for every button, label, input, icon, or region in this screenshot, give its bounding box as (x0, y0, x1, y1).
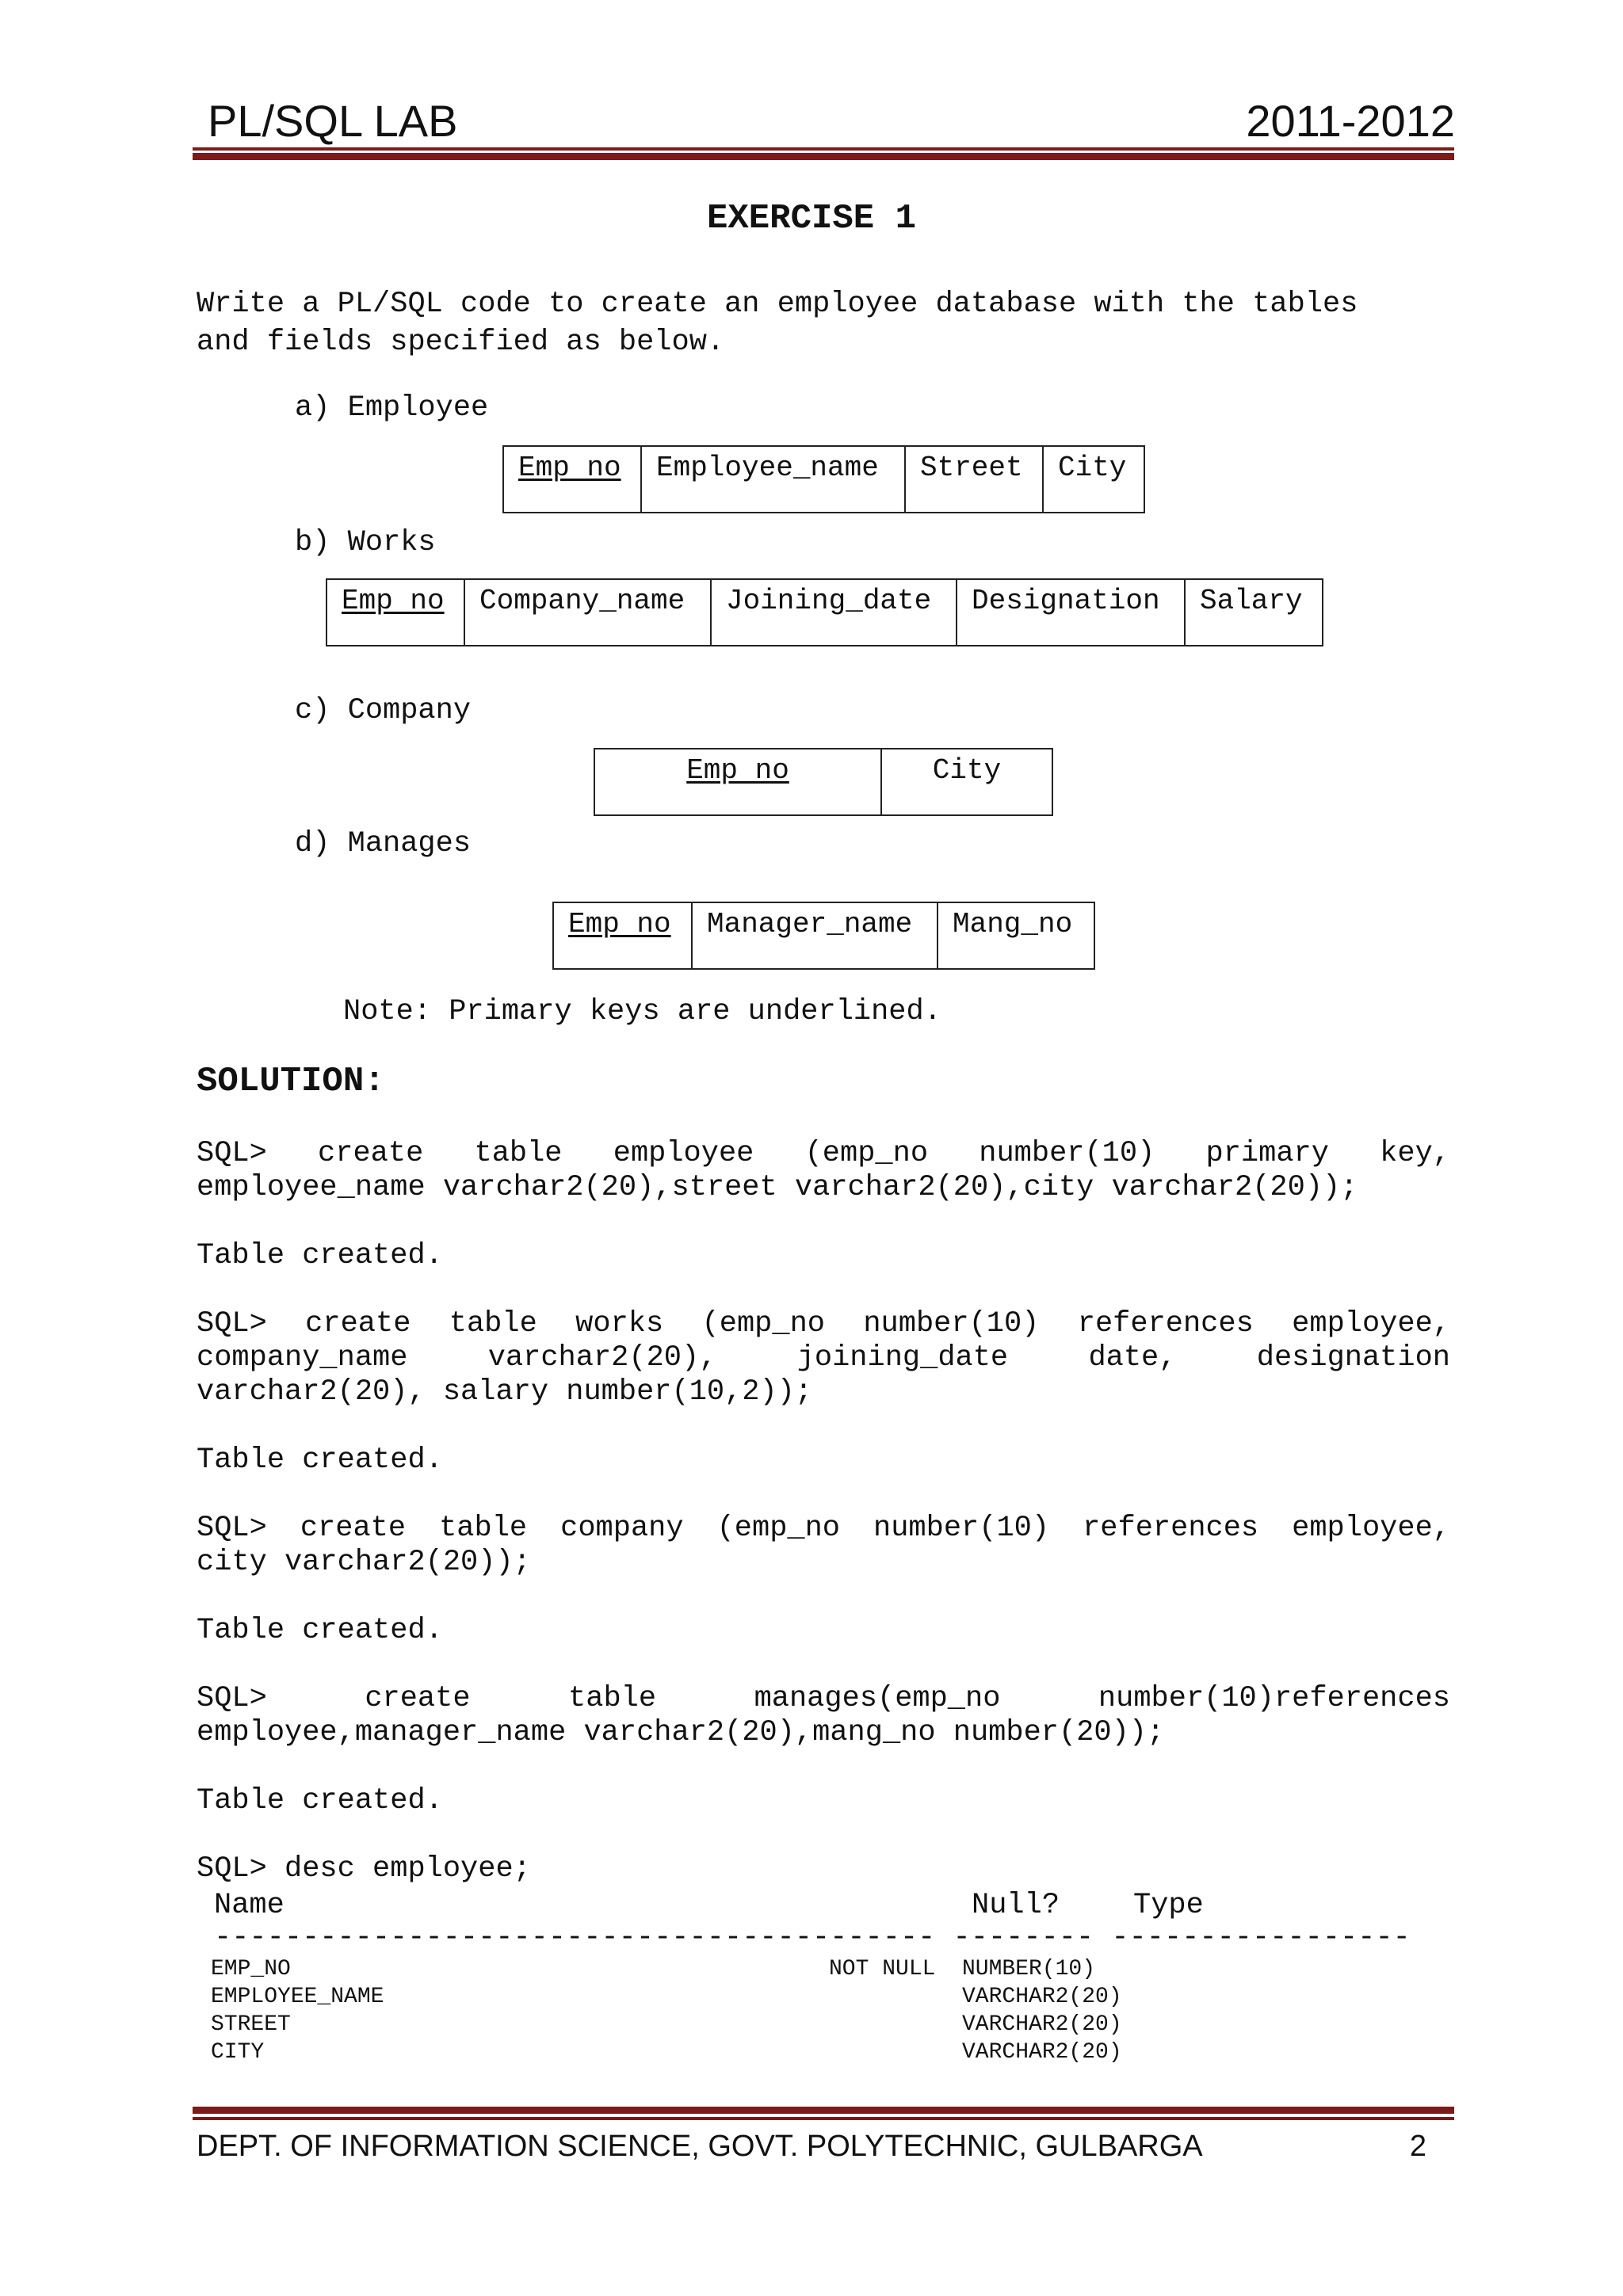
sql-create-manages-line1: SQL> create table manages(emp_no number(10)references (197, 1682, 1450, 1715)
desc-row-type: NUMBER(10) (962, 1957, 1096, 1981)
page-header-year: 2011-2012 (1246, 96, 1455, 146)
table-label-manages: d) Manages (295, 827, 472, 860)
employee-col-employee-name: Employee_name (641, 446, 905, 513)
footer-rule-bottom (193, 2117, 1454, 2120)
result-employee-created: Table created. (197, 1239, 443, 1272)
exercise-title: EXERCISE 1 (706, 199, 917, 238)
sql-create-company-line2: city varchar2(20)); (197, 1546, 531, 1579)
sql-create-employee-line2: employee_name varchar2(20),street varchar2(20),city varchar2(20)); (197, 1171, 1358, 1204)
employee-col-street: Street (905, 446, 1043, 513)
footer-rule-top (193, 2107, 1454, 2114)
page-header-title: PL/SQL LAB (208, 96, 458, 146)
exercise-prompt-line2: and fields specified as below. (197, 326, 725, 359)
desc-row-null: NOT NULL (829, 1957, 936, 1981)
header-rule-top (193, 147, 1454, 151)
works-col-emp-no: Emp no (327, 579, 464, 646)
solution-heading: SOLUTION: (197, 1062, 385, 1101)
table-label-works: b) Works (295, 526, 436, 559)
desc-row-type: VARCHAR2(20) (962, 2012, 1122, 2037)
desc-row-type: VARCHAR2(20) (962, 1985, 1122, 2009)
employee-schema-table (502, 445, 1145, 513)
manages-col-mang-no: Mang_no (938, 902, 1094, 969)
desc-row-name: EMP_NO (211, 1957, 291, 1981)
company-schema-table (594, 748, 1053, 816)
sql-create-employee-line1: SQL> create table employee (emp_no number(10) primary key, (197, 1137, 1450, 1170)
sql-desc-command: SQL> desc employee; (197, 1852, 531, 1886)
result-company-created: Table created. (197, 1614, 443, 1647)
sql-create-company-line1: SQL> create table company (emp_no number(10) references employee, (197, 1512, 1450, 1545)
result-works-created: Table created. (197, 1444, 443, 1477)
header-rule-bottom (193, 153, 1454, 160)
employee-col-city: City (1043, 446, 1144, 513)
desc-header-separator: ----------------------------------------- -------- ----------------- (214, 1921, 1411, 1955)
works-col-designation: Designation (957, 579, 1185, 646)
manages-col-emp-no: Emp no (553, 902, 692, 969)
desc-row-name: CITY (211, 2040, 265, 2065)
manages-schema-table (552, 902, 1095, 970)
desc-header-name: Name (214, 1889, 285, 1922)
sql-create-manages-line2: employee,manager_name varchar2(20),mang_no number(20)); (197, 1716, 1165, 1749)
company-col-city: City (881, 749, 1052, 815)
desc-row-name: STREET (211, 2012, 291, 2037)
exercise-prompt-line1: Write a PL/SQL code to create an employee database with the tables (197, 288, 1358, 321)
desc-row-type: VARCHAR2(20) (962, 2040, 1122, 2065)
desc-row-name: EMPLOYEE_NAME (211, 1985, 384, 2009)
result-manages-created: Table created. (197, 1784, 443, 1817)
desc-header-type: Type (1133, 1889, 1204, 1922)
employee-col-emp-no: Emp no (503, 446, 641, 513)
works-col-company-name: Company_name (464, 579, 711, 646)
table-label-company: c) Company (295, 694, 472, 727)
sql-create-works-line3: varchar2(20), salary number(10,2)); (197, 1375, 813, 1409)
footer-department: DEPT. OF INFORMATION SCIENCE, GOVT. POLYTECHNIC, GULBARGA (197, 2130, 1203, 2163)
desc-header-null: Null? (972, 1889, 1060, 1922)
table-label-employee: a) Employee (295, 391, 489, 425)
primary-key-note: Note: Primary keys are underlined. (343, 995, 941, 1028)
page-number: 2 (1409, 2130, 1426, 2163)
sql-create-works-line1: SQL> create table works (emp_no number(10) references employee, (197, 1307, 1450, 1341)
company-col-emp-no: Emp no (594, 749, 881, 815)
manages-col-manager-name: Manager_name (692, 902, 938, 969)
works-col-joining-date: Joining_date (711, 579, 957, 646)
works-col-salary: Salary (1185, 579, 1323, 646)
sql-create-works-line2: company_name varchar2(20), joining_date date, designation (197, 1341, 1450, 1375)
works-schema-table (326, 578, 1323, 646)
